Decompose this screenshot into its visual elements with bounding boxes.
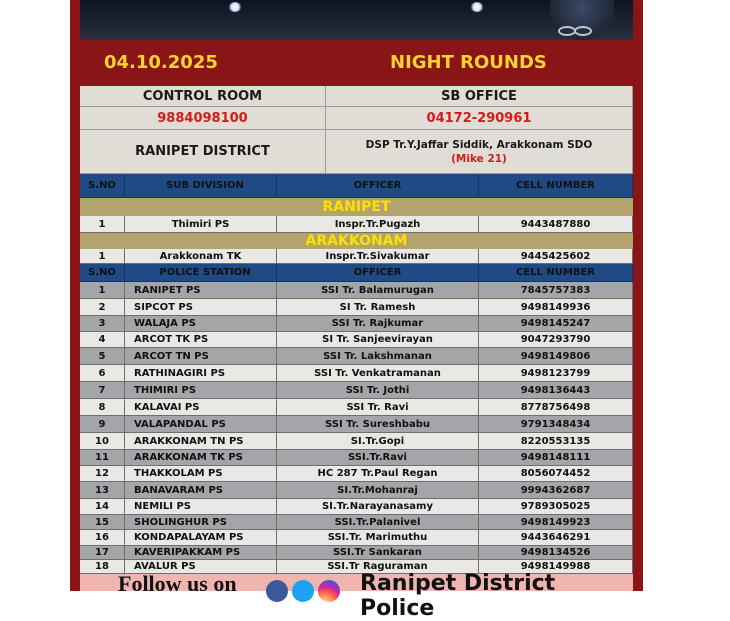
title-bar bbox=[80, 40, 633, 86]
row-cell-number: 9498134526 bbox=[479, 546, 633, 560]
row-officer: HC 287 Tr.Paul Regan bbox=[277, 466, 479, 482]
dsp-call-sign: (Mike 21) bbox=[451, 153, 507, 165]
row-station: THIMIRI PS bbox=[125, 382, 277, 399]
row-station: ARCOT TN PS bbox=[125, 348, 277, 365]
col-police-station: POLICE STATION bbox=[125, 264, 277, 282]
row-sno: 1 bbox=[80, 282, 125, 299]
sb-office-label: SB OFFICE bbox=[326, 86, 633, 107]
row-station: WALAJA PS bbox=[125, 316, 277, 332]
row-station: NEMILI PS bbox=[125, 499, 277, 515]
table-row bbox=[80, 530, 633, 546]
col-cell-number: CELL NUMBER bbox=[479, 174, 633, 198]
row-sno: 6 bbox=[80, 365, 125, 382]
row-officer: Inspr.Tr.Sivakumar bbox=[277, 249, 479, 264]
row-cell-number: 8220553135 bbox=[479, 433, 633, 450]
row-cell-number: 9498149936 bbox=[479, 299, 633, 316]
table-row bbox=[80, 216, 633, 233]
row-unit: Thimiri PS bbox=[125, 216, 277, 233]
sb-office-phone: 04172-290961 bbox=[326, 107, 633, 130]
table-row bbox=[80, 249, 633, 264]
row-sno: 16 bbox=[80, 530, 125, 546]
row-station: RATHINAGIRI PS bbox=[125, 365, 277, 382]
row-sno: 9 bbox=[80, 416, 125, 433]
table-row bbox=[80, 433, 633, 450]
row-station: THAKKOLAM PS bbox=[125, 466, 277, 482]
row-officer: SSI Tr. Balamurugan bbox=[277, 282, 479, 299]
table-row bbox=[80, 332, 633, 348]
page-title: NIGHT ROUNDS bbox=[390, 52, 547, 73]
row-cell-number: 7845757383 bbox=[479, 282, 633, 299]
table-row bbox=[80, 382, 633, 399]
col-cell-number: CELL NUMBER bbox=[479, 264, 633, 282]
row-sno: 5 bbox=[80, 348, 125, 365]
row-cell-number: 9994362687 bbox=[479, 482, 633, 499]
row-sno: 15 bbox=[80, 515, 125, 530]
table-row bbox=[80, 399, 633, 416]
follow-us-text: Follow us on bbox=[118, 571, 237, 596]
row-officer: SSI Tr. Lakshmanan bbox=[277, 348, 479, 365]
table-row bbox=[80, 450, 633, 466]
row-station: SHOLINGHUR PS bbox=[125, 515, 277, 530]
row-sno: 12 bbox=[80, 466, 125, 482]
row-cell-number: 9498149923 bbox=[479, 515, 633, 530]
col-officer: OFFICER bbox=[277, 174, 479, 198]
row-cell-number: 8056074452 bbox=[479, 466, 633, 482]
row-cell-number: 8778756498 bbox=[479, 399, 633, 416]
row-sno: 14 bbox=[80, 499, 125, 515]
row-station: RANIPET PS bbox=[125, 282, 277, 299]
dsp-officer: DSP Tr.Y.Jaffar Siddik, Arakkonam SDO bbox=[365, 139, 593, 151]
row-sno: 10 bbox=[80, 433, 125, 450]
table-row bbox=[80, 348, 633, 365]
row-sno: 18 bbox=[80, 560, 125, 574]
row-officer: SSI.Tr Sankaran bbox=[277, 546, 479, 560]
row-cell-number: 9443646291 bbox=[479, 530, 633, 546]
col-officer: OFFICER bbox=[277, 264, 479, 282]
row-officer: Inspr.Tr.Pugazh bbox=[277, 216, 479, 233]
row-officer: SSI Tr. Rajkumar bbox=[277, 316, 479, 332]
row-cell-number: 9498145247 bbox=[479, 316, 633, 332]
row-station: ARCOT TK PS bbox=[125, 332, 277, 348]
station-header-row bbox=[80, 264, 633, 282]
dsp-cell bbox=[326, 130, 633, 174]
row-cell-number: 9445425602 bbox=[479, 249, 633, 264]
table-row bbox=[80, 482, 633, 499]
col-sno: S.NO bbox=[80, 264, 125, 282]
row-officer: SI Tr. Sanjeevirayan bbox=[277, 332, 479, 348]
row-station: ARAKKONAM TK PS bbox=[125, 450, 277, 466]
row-sno: 13 bbox=[80, 482, 125, 499]
row-sno: 7 bbox=[80, 382, 125, 399]
row-officer: SSI.Tr. Marimuthu bbox=[277, 530, 479, 546]
table-row bbox=[80, 316, 633, 332]
row-station: SIPCOT PS bbox=[125, 299, 277, 316]
row-station: KONDAPALAYAM PS bbox=[125, 530, 277, 546]
row-sno: 4 bbox=[80, 332, 125, 348]
row-officer: SI.Tr.Mohanraj bbox=[277, 482, 479, 499]
row-sno: 17 bbox=[80, 546, 125, 560]
row-officer: SSI Tr. Venkatramanan bbox=[277, 365, 479, 382]
social-handle[interactable]: Ranipet District Police bbox=[360, 571, 556, 621]
row-cell-number: 9791348434 bbox=[479, 416, 633, 433]
row-cell-number: 9498149988 bbox=[479, 560, 633, 574]
twitter-icon[interactable] bbox=[292, 580, 314, 602]
row-station: ARAKKONAM TN PS bbox=[125, 433, 277, 450]
row-officer: SSI Tr. Ravi bbox=[277, 399, 479, 416]
region-arakkonam: ARAKKONAM bbox=[80, 233, 633, 249]
contact-info-block bbox=[80, 86, 633, 174]
col-sub-division: SUB DIVISION bbox=[125, 174, 277, 198]
table-row bbox=[80, 365, 633, 382]
row-officer: SI Tr. Ramesh bbox=[277, 299, 479, 316]
table-row bbox=[80, 299, 633, 316]
subdivision-header-row bbox=[80, 174, 633, 198]
row-officer: SSI.Tr Raguraman bbox=[277, 560, 479, 574]
row-station: VALAPANDAL PS bbox=[125, 416, 277, 433]
social-footer bbox=[80, 571, 633, 621]
night-rounds-sheet bbox=[70, 0, 643, 621]
district-name: RANIPET DISTRICT bbox=[80, 130, 326, 174]
row-officer: SSI Tr. Jothi bbox=[277, 382, 479, 399]
row-cell-number: 9498148111 bbox=[479, 450, 633, 466]
row-station: KALAVAI PS bbox=[125, 399, 277, 416]
instagram-icon[interactable] bbox=[318, 580, 340, 602]
handcuff-icon bbox=[574, 26, 592, 36]
row-officer: SI.Tr.Narayanasamy bbox=[277, 499, 479, 515]
row-sno: 11 bbox=[80, 450, 125, 466]
table-row bbox=[80, 499, 633, 515]
table-row bbox=[80, 282, 633, 299]
row-unit: Arakkonam TK bbox=[125, 249, 277, 264]
row-station: AVALUR PS bbox=[125, 560, 277, 574]
row-station: BANAVARAM PS bbox=[125, 482, 277, 499]
row-cell-number: 9443487880 bbox=[479, 216, 633, 233]
row-officer: SI.Tr.Gopi bbox=[277, 433, 479, 450]
row-cell-number: 9047293790 bbox=[479, 332, 633, 348]
row-sno: 2 bbox=[80, 299, 125, 316]
row-sno: 8 bbox=[80, 399, 125, 416]
row-sno: 3 bbox=[80, 316, 125, 332]
row-cell-number: 9789305025 bbox=[479, 499, 633, 515]
control-room-label: CONTROL ROOM bbox=[80, 86, 326, 107]
row-cell-number: 9498123799 bbox=[479, 365, 633, 382]
row-officer: SSI.Tr.Ravi bbox=[277, 450, 479, 466]
row-sno: 1 bbox=[80, 249, 125, 264]
headlight-icon bbox=[470, 2, 484, 12]
control-room-phone: 9884098100 bbox=[80, 107, 326, 130]
headlight-icon bbox=[228, 2, 242, 12]
row-officer: SSI Tr. Sureshbabu bbox=[277, 416, 479, 433]
report-date: 04.10.2025 bbox=[104, 52, 218, 73]
facebook-icon[interactable] bbox=[266, 580, 288, 602]
row-cell-number: 9498149806 bbox=[479, 348, 633, 365]
police-banner-image bbox=[80, 0, 633, 40]
row-station: KAVERIPAKKAM PS bbox=[125, 546, 277, 560]
col-sno: S.NO bbox=[80, 174, 125, 198]
table-row bbox=[80, 515, 633, 530]
table-row bbox=[80, 546, 633, 560]
table-row bbox=[80, 416, 633, 433]
region-ranipet: RANIPET bbox=[80, 198, 633, 216]
row-sno: 1 bbox=[80, 216, 125, 233]
table-row bbox=[80, 466, 633, 482]
row-cell-number: 9498136443 bbox=[479, 382, 633, 399]
row-officer: SSI.Tr.Palanivel bbox=[277, 515, 479, 530]
